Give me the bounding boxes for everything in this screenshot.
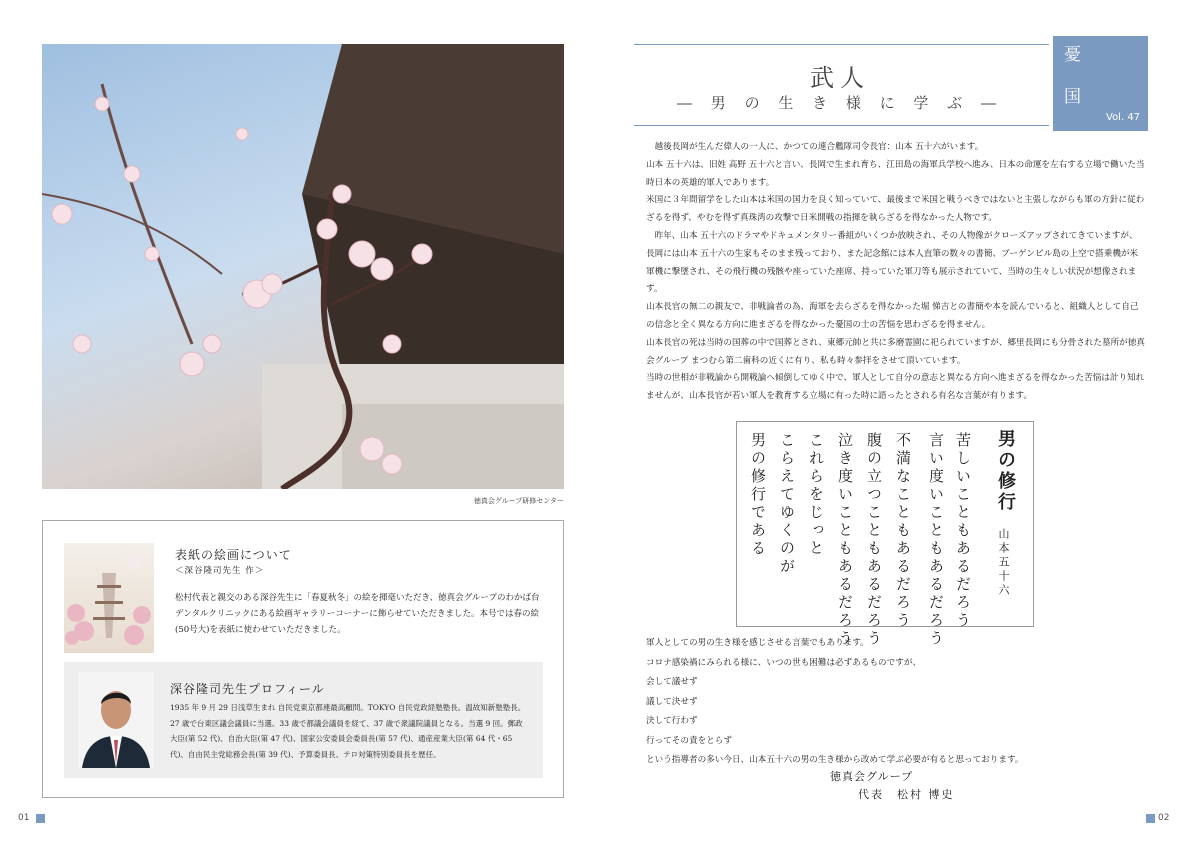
poem-line: 腹の立つこともあるだろう (865, 432, 883, 648)
title-rule-top (634, 44, 1049, 45)
profile-title: 深谷隆司先生プロフィール (170, 682, 325, 696)
article-body (646, 139, 1146, 406)
cover-section-subtitle: ＜深谷隆司先生 作＞ (175, 566, 265, 576)
series-char-2: 国 (1064, 87, 1081, 107)
paragraph: 山本長官の死は当時の国葬の中で国葬とされ、東郷元帥と共に多磨霊園に祀られていますが、郷里長岡にも分骨された墓所が徳真会グループ まつむら第二歯科の近くに有り、私も時々参拝をさせて頂いています。 (646, 337, 1145, 366)
page-number-right: 02 (1158, 813, 1170, 823)
closing-line: 行ってその責をとらず (646, 735, 732, 746)
photo-caption: 徳真会グループ研修センター (473, 497, 564, 505)
closing-line: 軍人としての男の生き様を感じさせる言葉でもあります。 (646, 638, 869, 648)
closing-line: 会して議せず (646, 677, 698, 687)
page-marker-left (36, 814, 45, 823)
poem-title: 男の修行 (995, 429, 1016, 513)
closing-line: 議して決せず (646, 696, 698, 707)
paragraph: 山本 五十六は、旧姓 高野 五十六と言い、長岡で生まれ育ち、江田島の海軍兵学校へ進み、日本の命運を左右する立場で働いた当時日本の英雄的軍人であります。 (646, 159, 1145, 188)
profile-text: 1935 年 9 月 29 日浅草生まれ 自民党東京都連最高顧問。TOKYO 自民党政経塾塾長。温故知新塾塾長。27 歳で台東区議会議員に当選。33 歳で都議会議員を経て、37 歳で衆議院議員となる。当選 9 回。郵政大臣(第 52 代)、自治大臣(第 47 代)、国家公安委員会委員長(第 57 代)、通産産業大臣(第 64 代・65 代)、自由民主党総務会長(第 39 代)、予算委員長、テロ対策特別委員長を歴任。 (170, 703, 526, 759)
paragraph: 昨年、山本 五十六のドラマやドキュメンタリー番組がいくつか放映され、その人物像がクローズアップされてきていますが、長岡には山本 五十六の生家もそのまま残っており、また記念館には本人直筆の数々の書簡、ブーゲンビル島の上空で搭乗機が米軍機に撃墜され、その飛行機の残骸や座っていた座席、持っていた軍刀等も展示されていて、当時の生々しい状況が想像されます。 (646, 230, 1139, 295)
volume-number: Vol. 47 (1106, 112, 1141, 123)
closing-line: という指導者の多い今日、山本五十六の男の生き様から改めて学ぶ必要が有ると思っております。 (646, 755, 1024, 765)
paragraph: 当時の世相が非戦論から開戦論へ傾倒してゆく中で、軍人として自分の意志と異なる方向へ進まざるを得なかった苦悩は計り知れませんが、山本長官が若い軍人を教育する立場に有った時に語ったとされる有名な言葉が有ります。 (646, 373, 1145, 402)
cover-section-title: 表紙の絵画について (175, 548, 292, 562)
closing-text (646, 634, 1146, 771)
portrait-illustration (78, 672, 154, 768)
poem-line: 泣き度いこともあるだろう (836, 432, 854, 648)
page-number-left: 01 (18, 813, 30, 823)
paragraph: 山本長官の無二の親友で、非戦論者の為、海軍を去らざるを得なかった堀 悌吉との書簡や本を読んでいると、組織人として自己の信念と全く異なる方向に進まざるを得なかった憂国の士の苦悩を思わざるを得ません。 (646, 302, 1139, 330)
pagoda-painting-illustration (64, 543, 154, 653)
cover-painting-thumbnail (64, 543, 154, 653)
article-subtitle: ― 男 の 生 き 様 に 学 ぶ ― (677, 94, 1003, 112)
page-marker-right (1146, 814, 1155, 823)
signature-name: 代表 松村 博史 (858, 788, 955, 801)
plum-blossom-photo (42, 44, 564, 489)
poem-line: こらえてゆくのが (778, 432, 796, 576)
plum-blossom-illustration (42, 44, 564, 489)
closing-line: コロナ感染禍にみられる様に、いつの世も困難は必ずあるものですが、 (646, 657, 922, 668)
poem-line: 苦しいこともあるだろう (954, 432, 972, 630)
paragraph: 越後長岡が生んだ偉人の一人に、かつての連合艦隊司令長官：山本 五十六がいます。 (654, 142, 984, 152)
closing-line: 決して行わず (646, 716, 698, 726)
title-rule-bottom (634, 125, 1049, 126)
poem-line: 男の修行である (749, 432, 767, 558)
article-title: 武人 (810, 64, 870, 92)
poem-line: これらをじっと (807, 432, 825, 558)
series-char-1: 憂 (1064, 45, 1081, 65)
poem-line: 不満なこともあるだろう (894, 432, 912, 630)
poem-line: 言い度いこともあるだろう (927, 432, 945, 648)
portrait-photo (78, 672, 154, 768)
poem-author: 山本五十六 (997, 528, 1010, 598)
cover-section-text: 松村代表と親交のある深谷先生に「春夏秋冬」の絵を揮毫いただき、徳真会グループのわかば台デンタルクリニックにある絵画ギャラリーコーナーに飾らせていただきました。本号では春の絵(50号大)を表紙に使わせていただきました。 (175, 593, 540, 635)
paragraph: 米国に３年間留学をした山本は米国の国力を良く知っていて、最後まで米国と戦うべきではないと主張しながらも軍の方針に従わざるを得ず、やむを得ず真珠湾の攻撃で日米開戦の指揮を執らざるを得なかった人物です。 (646, 195, 1145, 224)
signature-org: 徳真会グループ (830, 770, 914, 783)
